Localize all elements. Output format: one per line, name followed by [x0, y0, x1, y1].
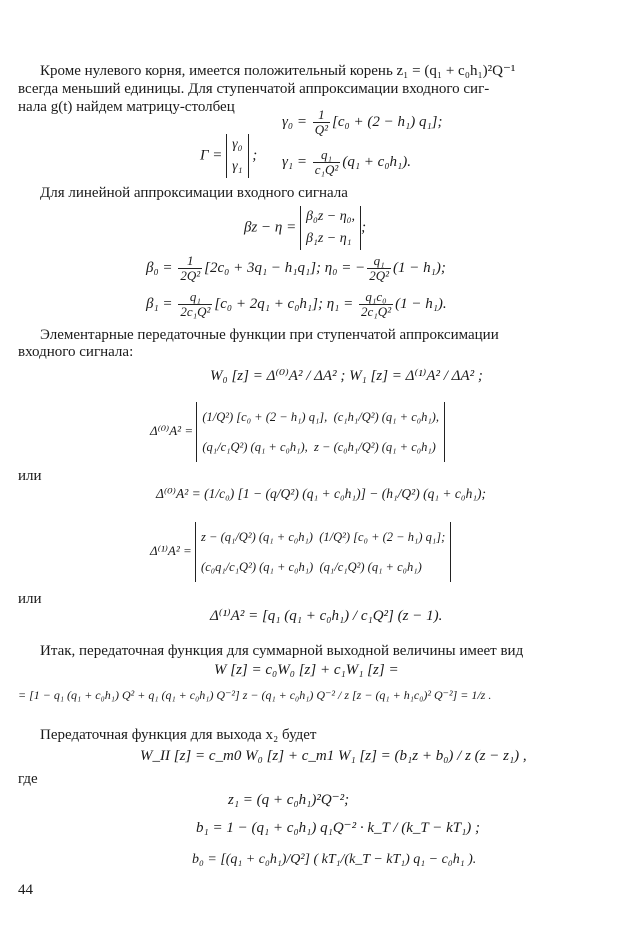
paragraph-line: Кроме нулевого корня, имеется положительный корень z₁ = (q₁ + c₀h₁)²Q⁻¹	[40, 63, 516, 79]
eq-part: [c₀ + (2 − h₁) q₁];	[332, 113, 443, 130]
fraction	[313, 108, 330, 137]
eq-part: (q₁ + c₀h₁).	[342, 153, 411, 170]
equation-b0: b₀ = [(q₁ + c₀h₁)/Q²] ( kT₁/(k_T − kT₁) q₁ − c₀h₁ ).	[192, 852, 477, 867]
matrix-cell: (1/Q²) [c₀ + (2 − h₁) q₁],	[202, 410, 328, 424]
eq-part: ;	[361, 219, 367, 236]
delta0-determinant	[196, 402, 445, 462]
eq-part: Δ⁽⁰⁾A² =	[150, 422, 194, 438]
denominator: c₁Q²	[314, 162, 339, 177]
matrix-cell: (q₁/c₁Q²) (q₁ + c₀h₁)	[319, 560, 422, 574]
denominator: 2c₁Q²	[180, 304, 211, 319]
matrix-cell: (1/Q²) [c₀ + (2 − h₁) q₁];	[319, 530, 446, 544]
eq-part: (1 − h₁).	[395, 295, 447, 312]
denominator: 2Q²	[369, 268, 389, 283]
equation-z1: z₁ = (q + c₀h₁)²Q⁻²;	[228, 792, 350, 808]
eq-part: β₁ =	[146, 295, 177, 312]
beta-vector-row: β₁z − η₁	[306, 231, 352, 246]
equation-wz-line1: W [z] = c₀W₀ [z] + c₁W₁ [z] =	[214, 662, 399, 678]
matrix-cell: (c₀q₁/c₁Q²) (q₁ + c₀h₁)	[201, 560, 314, 574]
equation-wii: W_II [z] = c_m0 W₀ [z] + c_m1 W₁ [z] = (b₁z + b₀) / z (z − z₁) ,	[140, 748, 527, 764]
gamma-vector-row: γ₀	[232, 137, 243, 152]
gamma-vector-row: γ₁	[232, 159, 243, 174]
equation-delta1-alt: Δ⁽¹⁾A² = [q₁ (q₁ + c₀h₁) / c₁Q²] (z − 1).	[210, 608, 443, 624]
gamma-lhs: Γ =	[200, 147, 223, 164]
fraction	[178, 254, 202, 283]
equation-beta1	[146, 290, 447, 319]
equation-delta0-alt: Δ⁽⁰⁾A² = (1/c₀) [1 − (q/Q²) (q₁ + c₀h₁)] − (h₁/Q²) (q₁ + c₀h₁);	[156, 486, 487, 501]
eq-part: Δ⁽¹⁾A² =	[150, 542, 192, 558]
paragraph-line: всегда меньший единицы. Для ступенчатой аппроксимации входного сиг-	[18, 81, 490, 97]
equation-b1: b₁ = 1 − (q₁ + c₀h₁) q₁Q⁻² · k_T / (k_T − kT₁) ;	[196, 820, 481, 836]
numerator: q₁	[313, 148, 341, 163]
matrix-cell: z − (q₁/Q²) (q₁ + c₀h₁)	[201, 530, 313, 544]
numerator: q₁	[178, 290, 212, 305]
eq-part: γ₀ =	[282, 113, 311, 130]
matrix-cell: (q₁/c₁Q²) (q₁ + c₀h₁),	[202, 440, 308, 454]
paragraph-or: или	[18, 591, 42, 607]
fraction	[367, 254, 391, 283]
fraction	[359, 290, 393, 319]
equation-gamma-lhs: Γ = γ₀ γ₁ ;	[200, 134, 257, 178]
equation-delta0-matrix	[150, 402, 445, 462]
eq-part: βz − η =	[244, 219, 297, 236]
eq-part: [c₀ + 2q₁ + c₀h₁]; η₁ =	[214, 295, 358, 312]
numerator: 1	[313, 108, 330, 123]
eq-part: γ₁ =	[282, 153, 311, 170]
delta1-determinant	[195, 522, 451, 582]
denominator: Q²	[314, 122, 329, 137]
matrix-cell: z − (c₀h₁/Q²) (q₁ + c₀h₁)	[314, 440, 436, 454]
equation-beta-lhs	[244, 206, 366, 250]
numerator: q₁	[367, 254, 391, 269]
eq-part: (1 − h₁);	[393, 259, 446, 276]
paragraph-line: Передаточная функция для выхода x₂ будет	[40, 727, 317, 743]
fraction	[178, 290, 212, 319]
beta-vector	[300, 206, 361, 250]
paragraph-line: Для линейной аппроксимации входного сигнала	[40, 185, 348, 201]
page-number: 44	[18, 882, 33, 898]
equation-delta1-matrix	[150, 522, 451, 582]
paragraph-line: Элементарные передаточные функции при ступенчатой аппроксимации	[40, 327, 499, 343]
numerator: q₁c₀	[359, 290, 393, 305]
paragraph-line: Итак, передаточная функция для суммарной выходной величины имеет вид	[40, 643, 524, 659]
gamma-vector	[226, 134, 248, 178]
paragraph-line: нала g(t) найдем матрицу-столбец	[18, 99, 235, 115]
equation-w-transfer: W₀ [z] = Δ⁽⁰⁾A² / ΔA² ; W₁ [z] = Δ⁽¹⁾A² / ΔA² ;	[210, 368, 483, 384]
equation-gamma1	[282, 148, 411, 177]
matrix-cell: (c₁h₁/Q²) (q₁ + c₀h₁),	[333, 410, 439, 424]
equation-gamma0	[282, 108, 443, 137]
equation-beta0	[146, 254, 446, 283]
paragraph-where: где	[18, 771, 38, 787]
numerator: 1	[178, 254, 202, 269]
eq-part: [2c₀ + 3q₁ − h₁q₁]; η₀ = −	[204, 259, 366, 276]
denominator: 2c₁Q²	[361, 304, 392, 319]
equation-wz-line2: = [1 − q₁ (q₁ + c₀h₁) Q² + q₁ (q₁ + c₀h₁) Q⁻²] z − (q₁ + c₀h₁) Q⁻² / z [z − (q₁ + h₁c₀)² Q⁻²] = 1/z .	[18, 688, 492, 702]
denominator: 2Q²	[180, 268, 201, 283]
eq-part: β₀ =	[146, 259, 177, 276]
paragraph-line: входного сигнала:	[18, 344, 134, 360]
paragraph-or: или	[18, 468, 42, 484]
beta-vector-row: β₀z − η₀,	[306, 209, 356, 224]
fraction	[313, 148, 341, 177]
